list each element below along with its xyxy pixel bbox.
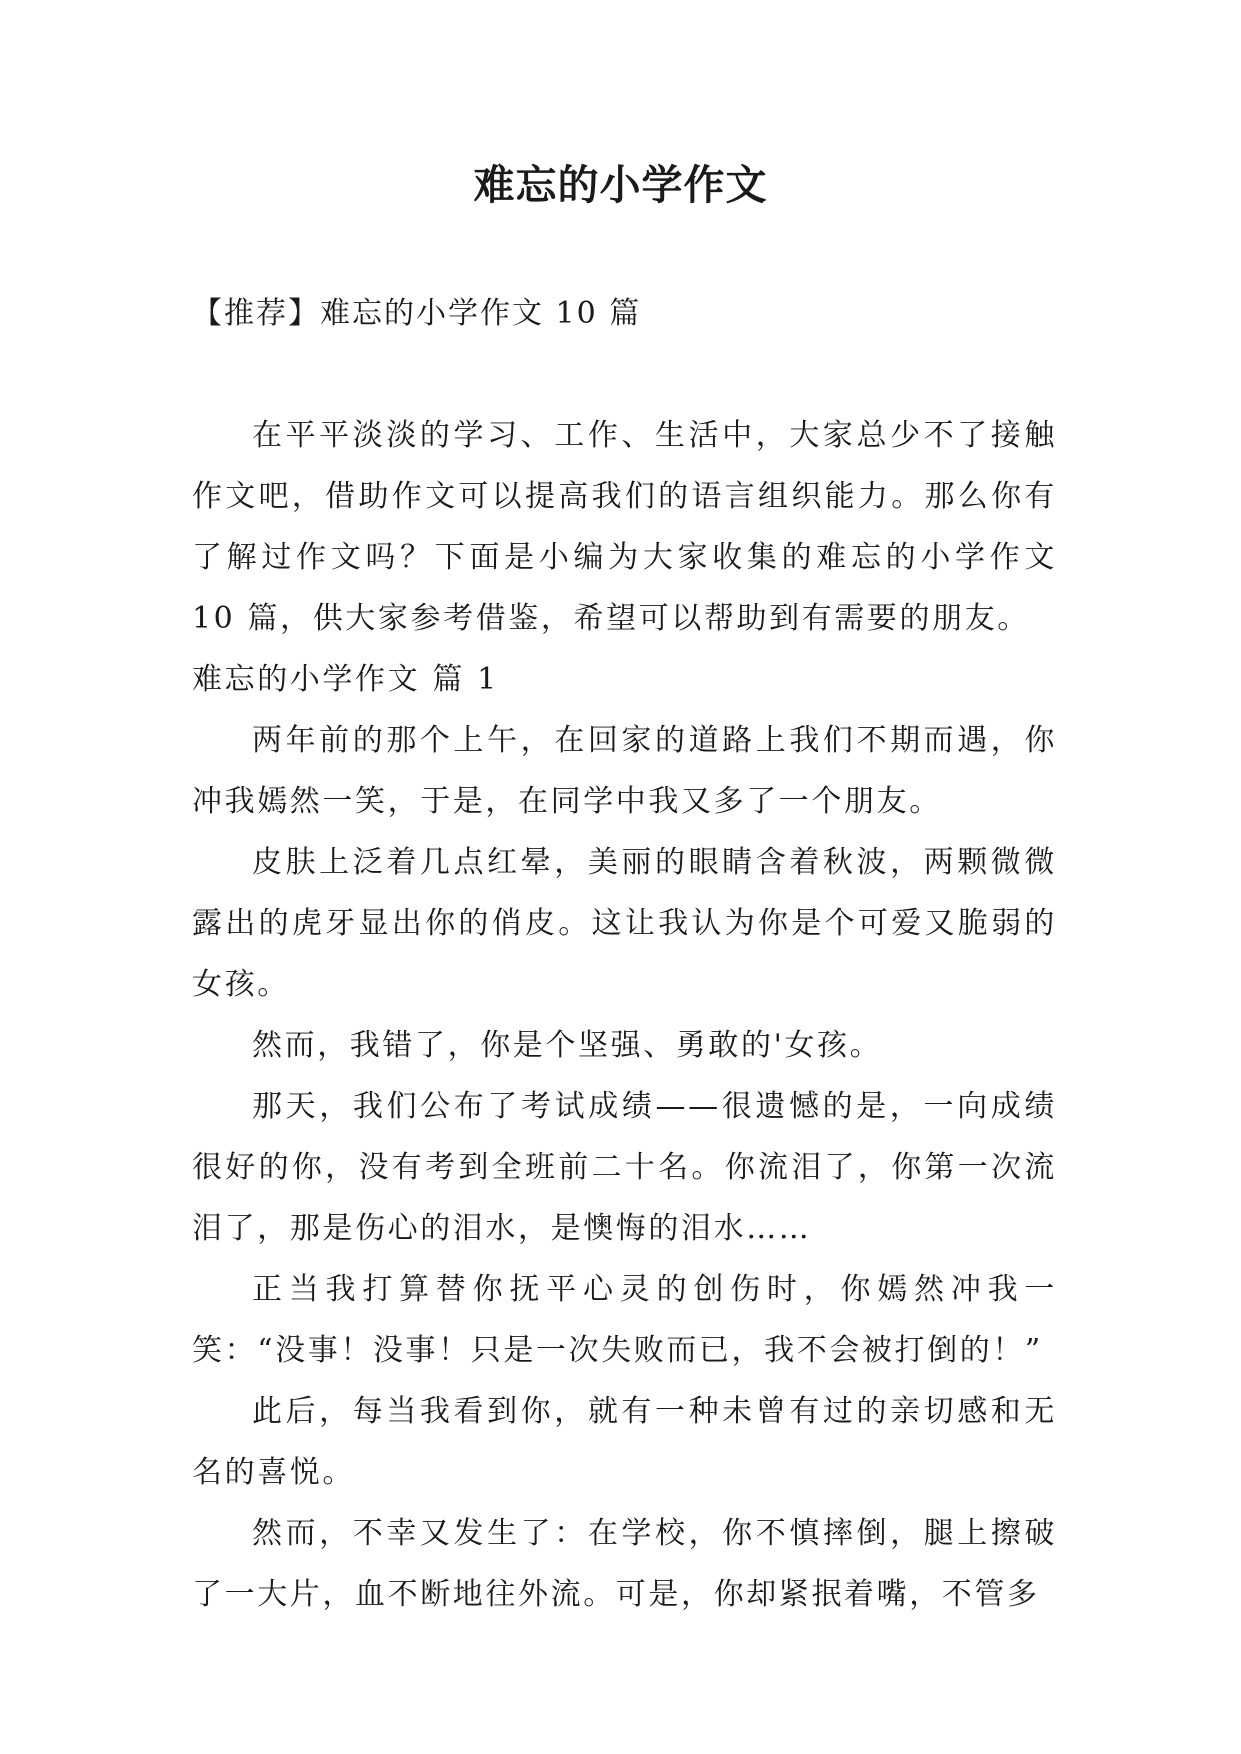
document-subtitle: 【推荐】难忘的小学作文 10 篇 — [192, 296, 642, 331]
section-heading: 难忘的小学作文 篇 1 — [192, 662, 499, 697]
body-paragraph: 皮肤上泛着几点红晕，美丽的眼睛含着秋波，两颗微微露出的虎牙显出你的俏皮。这让我认为你是个可爱又脆弱的女孩。 — [192, 845, 1057, 1002]
body-paragraph: 两年前的那个上午，在回家的道路上我们不期而遇，你冲我嫣然一笑，于是，在同学中我又多了一个朋友。 — [192, 723, 1057, 819]
body-paragraph: 然而，我错了，你是个坚强、勇敢的'女孩。 — [252, 1028, 883, 1063]
body-paragraph: 此后，每当我看到你，就有一种未曾有过的亲切感和无名的喜悦。 — [192, 1394, 1057, 1490]
intro-paragraph: 在平平淡淡的学习、工作、生活中，大家总少不了接触作文吧，借助作文可以提高我们的语言组织能力。那么你有了解过作文吗？下面是小编为大家收集的难忘的小学作文 10 篇，供大家参考借鉴，希望可以帮助到有需要的朋友。 — [192, 418, 1057, 636]
body-paragraph: 然而，不幸又发生了：在学校，你不慎摔倒，腿上擦破了一大片，血不断地往外流。可是，你却紧抿着嘴，不管多 — [192, 1516, 1057, 1612]
body-paragraph: 正当我打算替你抚平心灵的创伤时，你嫣然冲我一笑：“没事！没事！只是一次失败而已，我不会被打倒的！” — [192, 1272, 1057, 1368]
document-body — [192, 405, 1057, 1625]
document-title: 难忘的小学作文 — [473, 161, 768, 209]
body-paragraph: 那天，我们公布了考试成绩——很遗憾的是，一向成绩很好的你，没有考到全班前二十名。你流泪了，你第一次流泪了，那是伤心的泪水，是懊悔的泪水…… — [192, 1089, 1057, 1246]
